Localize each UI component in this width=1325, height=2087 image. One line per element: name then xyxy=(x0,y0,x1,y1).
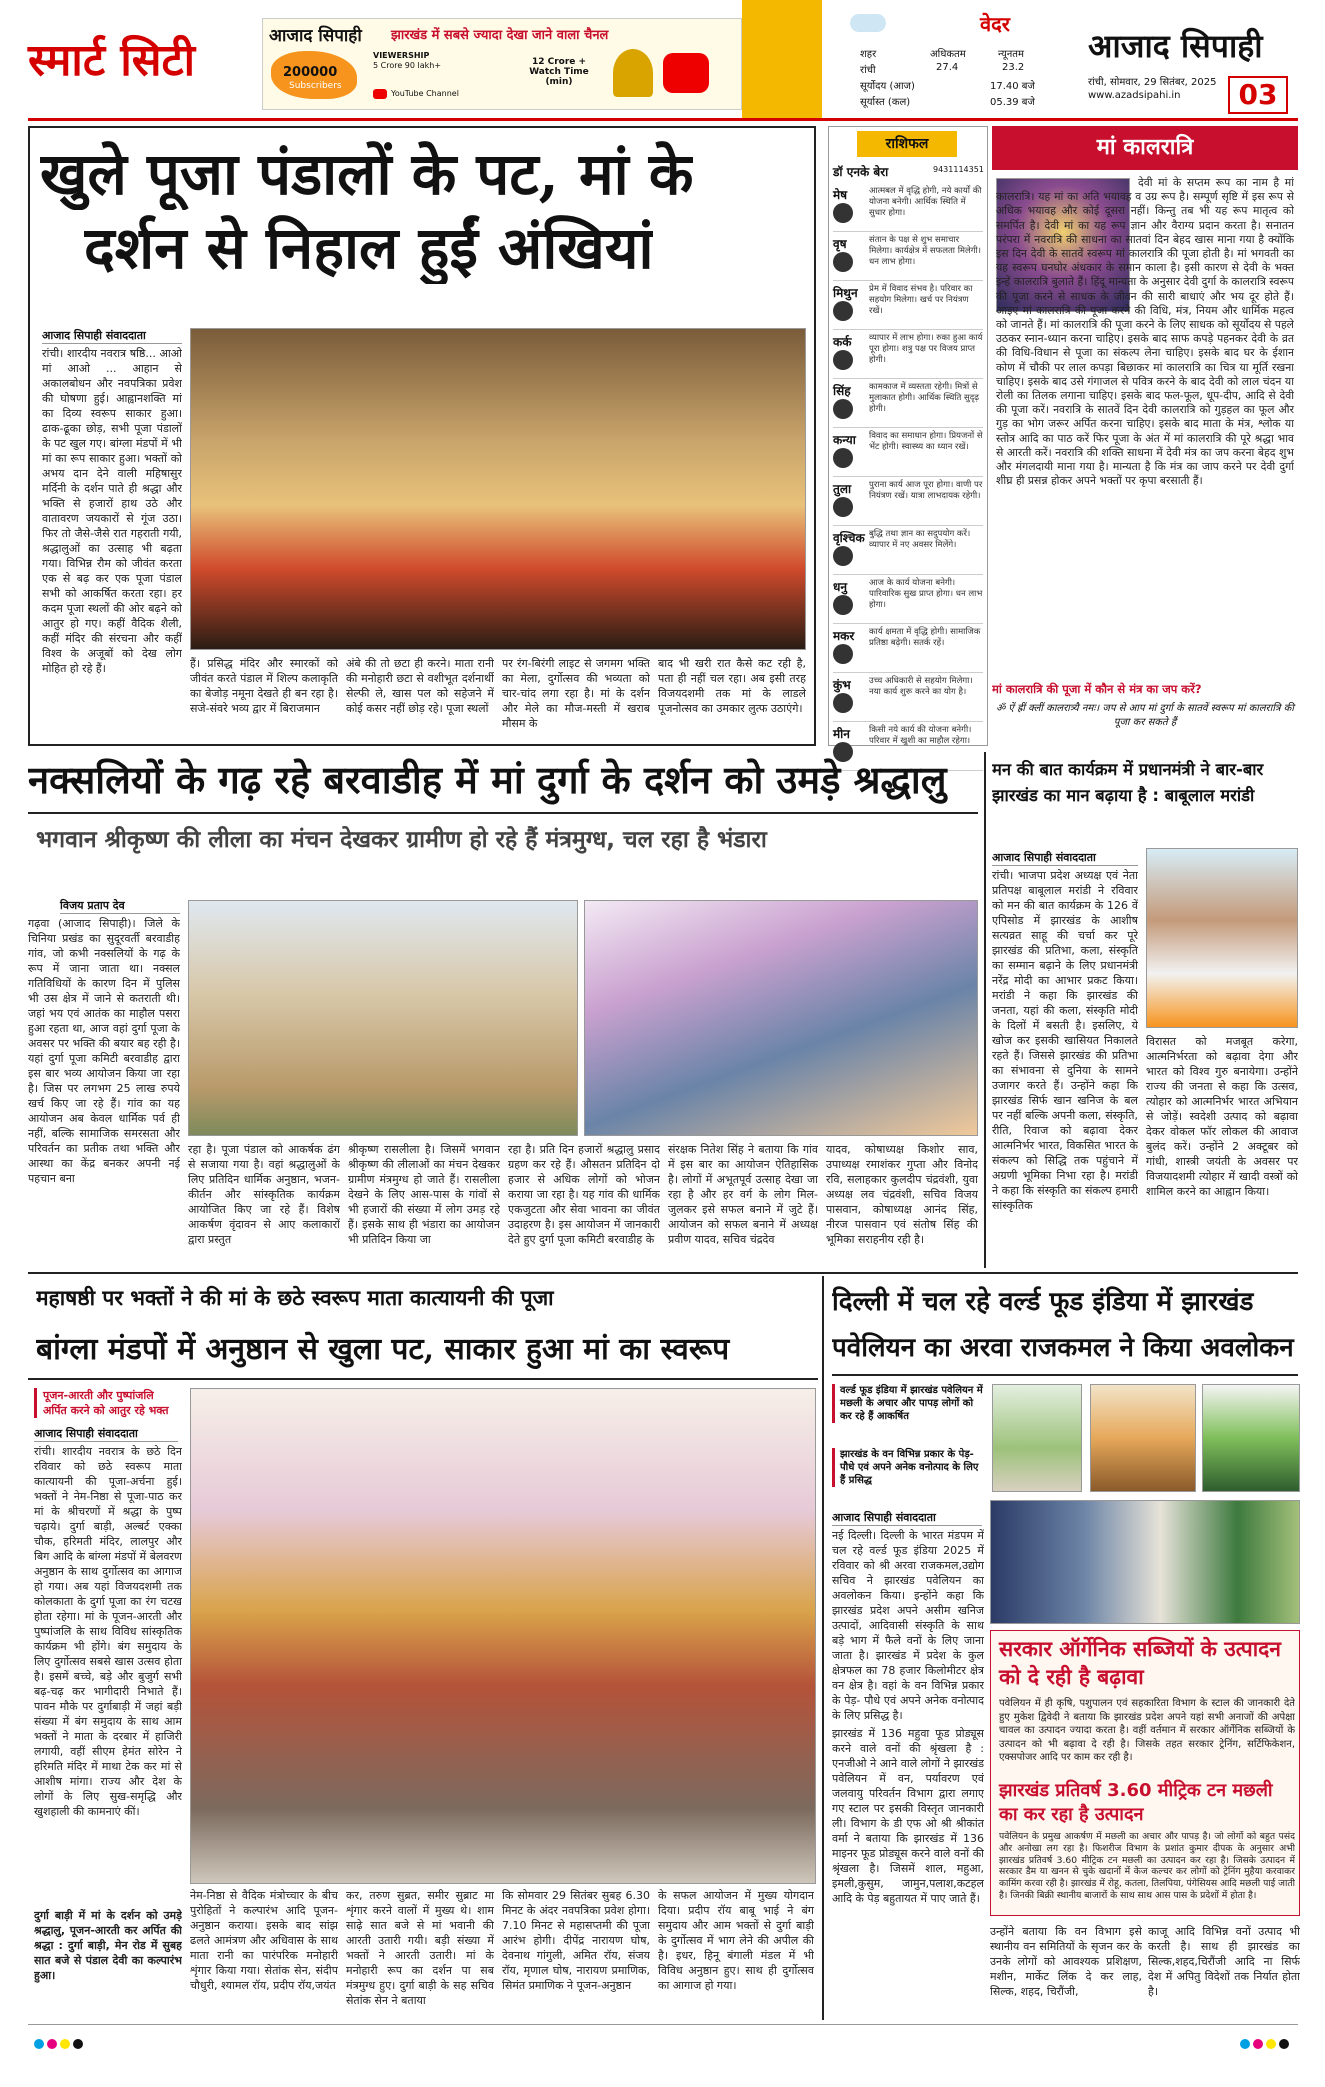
food-byline: आजाद सिपाही संवाददाता xyxy=(832,1510,982,1526)
katyayani-body-1b: दुर्गा बाड़ी में मां के दर्शन को उमड़े श्रद्धालु, पूजन-आरती कर अर्पित की श्रद्धा : दुर्गा बाड़ी, मेन रोड में सुबह सात बजे से पंडाल देवी का कल्पारंभ हुआ। xyxy=(34,1909,182,1982)
weather-city: रांची xyxy=(860,65,876,76)
rashi-name: कुंभ xyxy=(833,678,851,692)
rashi-name: मेष xyxy=(833,188,848,202)
marandi-body-2: विरासत को मजबूत करेगा, आत्मनिर्भरता को बढ़ावा देगा और भारत को विश्व गुरु बनायेगा। उन्होंने राज्य की जनता से कहा कि उत्सव, त्योहार को आत्मनिर्भर भारत अभियान से जोड़ें। स्वदेशी उत्पाद को बढ़ावा देकर वोकल फॉर लोकल की आवाज बुलंद करें। उन्होंने 2 अक्टूबर को गांधी, शास्त्री जयंती के अवसर पर विजयादशमी त्योहार में खादी वस्त्रों को शामिल करने का आह्वान किया। xyxy=(1146,1035,1298,1198)
food-headline-2: पवेलियन का अरवा राजकमल ने किया अवलोकन xyxy=(832,1333,1294,1363)
rashi-name: वृश्चिक xyxy=(833,531,865,545)
rashi-text: बुद्धि तथा ज्ञान का सदुपयोग करें। व्यापार में नए अवसर मिलेंगे। xyxy=(869,529,971,550)
rashi-item xyxy=(833,624,983,673)
pen-nib-icon xyxy=(742,0,822,118)
aquarius-icon xyxy=(833,693,853,713)
food-body-1: नई दिल्ली। दिल्ली के भारत मंडपम में चल रहे वर्ल्ड फूड इंडिया 2025 में रविवार को श्री अरवा राजकमल,उद्योग सचिव ने झारखंड पवेलियन का अवलोकन किया। इन्होंने कहा कि झारखंड प्रदेश अपने असीम खनिज उत्पादों, आदिवासी संस्कृति के साथ बड़े भाग में फैले वनों के लिए जाना जाता है। झारखंड में प्रदेश के कुल क्षेत्रफल का 78 हजार किलोमीटर क्षेत्र वन क्षेत्र है। वहां के वन विभिन्न प्रकार के पेड़- पौधे एवं अपने अनेक वनोत्पाद के लिए प्रसिद्ध है। xyxy=(832,1529,984,1722)
marandi-divider xyxy=(984,752,986,1268)
fish-body: पवेलियन के प्रमुख आकर्षण में मछली का अचार और पापड़ है। जो लोगों को बहुत पसंद और अनोखा लग रहा है। फिशरीज विभाग के प्रशांत कुमार दीपक के अनुसार अभी झारखंड प्रतिवर्ष 3.60 मीट्रिक टन मछली का उत्पादन कर रहा है। जिसके उत्पादन में सरकार डैम या खनन से चुके खदानों में केज कल्चर कर लोगों को ट्रेनिंग मुहैया करवाकर कामिंग करवा रही है। झारखंड में रोहू, कतला, तिलपिया, पंगेसियस आदि मछली पाई जाती है। जिनकी बिक्री स्थानीय बाजारों के साथ साथ आस पास के प्रदेशों में होता है। xyxy=(999,1831,1295,1901)
rashi-item xyxy=(833,330,983,379)
kalratri-mantra: ॐ ऐं ह्रीं क्लीं कालरात्र्यै नमः। जप से आप मां दुर्गा के सातवें स्वरूप मां कालरात्रि की पूजा कर सकते हैं xyxy=(996,703,1294,728)
barwadih-subhead: भगवान श्रीकृष्ण की लीला का मंचन देखकर ग्रामीण हो रहे हैं मंत्रमुग्ध, चल रहा है भंडारा xyxy=(36,827,767,853)
black-dot xyxy=(73,2039,83,2049)
subscriber-label: Subscribers xyxy=(289,81,342,91)
rashi-name: मकर xyxy=(833,629,855,643)
food-body-3: काजू आदि विभिन्न वनों उत्पाद भी करती है। साथ ही झारखंड का सिल्क,शहद,चिरौंजी आदि ना सिर्फ देश में अपितु विदेशों तक निर्यात होता है। xyxy=(1148,1925,1300,1998)
masthead xyxy=(0,0,1325,118)
rashi-name: मिथुन xyxy=(833,286,858,300)
aries-icon xyxy=(833,203,853,223)
weather-max: 27.4 xyxy=(936,62,959,73)
rashi-name: कन्या xyxy=(833,433,856,447)
weather-col-min: न्यूनतम xyxy=(998,49,1024,60)
rashi-item xyxy=(833,232,983,281)
channel-tagline: झारखंड में सबसे ज्यादा देखा जाने वाला चैनल xyxy=(391,28,609,43)
lead-body-1: रांची। शारदीय नवरात्र षष्ठि... आओ मां आओ ... आहान से अकालबोधन और नवपत्रिका प्रवेश की घोषणा हुई। आह्वानशक्ति मां का दिव्य स्वरूप साकार हुआ। ढाक-ढूका छोड़, सभी पूजा पंडालों के पट खुल गए। बांग्ला मंडपों में भी मां का रूप साकार हुआ। भक्तों को अभय दान देने वाली महिषासुर मर्दिनी के दर्शन पाते ही श्रद्धा और भक्ति से हजारों हाथ उठे और वातावरण जयकारों से गूंज उठा। फिर तो जैसे-जैसे रात गहराती गयी, श्रद्धालुओं का उत्साह भी बढ़ता गया। विभिन्न रौम को जीवंत करता एक से बढ़ कर एक पूजा पंडाल सभी को आकर्षित करता रहा। हर कदम पूजा स्थलों की ओर बढ़ने को आतुर हो गए। कहीं वैदिक शैली, कहीं मंदिर की संरचना और कहीं विश्व के अजूबों को देख लोग मोहित हो रहे हैं। xyxy=(42,347,182,675)
barwadih-photo-pandal xyxy=(188,900,578,1136)
sunset-time: 05.39 बजे xyxy=(990,97,1035,108)
leo-icon xyxy=(833,399,853,419)
katyayani-kicker: पूजन-आरती और पुष्पांजलि अर्पित करने को आतुर रहे भक्त xyxy=(34,1388,178,1418)
rashifal-title: राशिफल xyxy=(857,131,957,157)
lead-body-2: हैं। प्रसिद्ध मंदिर और स्मारकों को जीवंत करते पंडाल में शिल्प कलाकृति का बेजोड़ नमूना देखते ही बन रहा है। सजे-संवरे भव्य द्वार में बिराजमान xyxy=(190,657,338,715)
lead-body-4: पर रंग-बिरंगी लाइट से जगमग भक्ति का मेला, दुर्गोत्सव की भव्यता को चार-चांद लगा रहा है। मां के दर्शन और मेले का मौज-मस्ती में खराब मौसम के xyxy=(502,657,650,730)
rashi-name: कर्क xyxy=(833,335,852,349)
masthead-rule xyxy=(28,118,1298,121)
page-number: 03 xyxy=(1228,76,1288,114)
food-rule xyxy=(832,1374,1298,1376)
organic-headline: सरकार ऑर्गेनिक सब्जियों के उत्पादन को दे रही है बढ़ावा xyxy=(999,1637,1281,1689)
barwadih-body-5: संरक्षक नितेश सिंह ने बताया कि गांव में इस बार का आयोजन ऐतिहासिक है। लोगों में अभूतपूर्व उत्साह देखा जा रहा है और हर वर्ग के लोग मिल-जुलकर इसे सफल बनाने में जुटे हैं। आयोजन को सफल बनाने में अध्यक्ष प्रवीण यादव, सचिव चंद्रदेव xyxy=(668,1143,818,1246)
weather-col-city: शहर xyxy=(860,49,877,60)
katyayani-headline-2: बांग्ला मंडपों में अनुष्ठान से खुला पट, साकार हुआ मां का स्वरूप xyxy=(36,1332,730,1367)
rashi-text: व्यापार में लाभ होगा। रुका हुआ कार्य पूरा होगा। शत्रु पक्ष पर विजय प्राप्त होगी। xyxy=(869,333,983,365)
subscriber-count: 200000 xyxy=(283,65,338,80)
katyayani-byline: आजाद सिपाही संवाददाता xyxy=(34,1426,178,1442)
award-badge-icon xyxy=(613,49,653,97)
rashifal-column xyxy=(828,126,988,746)
viewership-label: VIEWERSHIP xyxy=(373,51,430,60)
marandi-headline-2: झारखंड का मान बढ़ाया है : बाबूलाल मरांडी xyxy=(992,786,1255,805)
footer-rule xyxy=(28,2024,1298,2025)
rashi-text: कार्य क्षमता में वृद्धि होगी। सामाजिक प्रतिष्ठा बढ़ेगी। सतर्क रहें। xyxy=(869,627,981,648)
katyayani-body-3: कर, तरुण सुब्रत, समीर सुब्राट मा शृंगार करने वालों में मुख्य थे। शाम साढ़े सात बजे से मां भवानी की आरती उतारी गयी। बड़ी संख्या में भक्तों ने आरती उतारी। मां के मनोहारी रूप का दर्शन पा सब मंत्रमुग्ध हुए। दुर्गा बाड़ी के सह सचिव सेतांक सेन ने बताया xyxy=(346,1889,494,2007)
organic-box xyxy=(990,1630,1300,1916)
kalratri-body: देवी मां के सप्तम रूप का नाम है मां कालरात्रि। यह मां का अति भयावह व उग्र रूप है। सम्पूर्ण सृष्टि में इस रूप से अधिक भयावह और कोई दूसरा नहीं। किन्तु तब भी यह रूप मातृत्व को समर्पित है। देवी मां का यह रूप ज्ञान और वैराग्य प्रदान करता है। सनातन परंपरा में नवरात्रि की साधना का सातवां दिन बेहद खास माना गया है क्योंकि इस दिन देवी के सातवें स्वरूप मां कालरात्रि की पूजा होती है। मां भगवती का यह स्वरूप घनघोर अंधकार के समान काला है। इसी कारण से देवी के भक्त इन्हें कालरात्रि बुलाते हैं। हिंदू मान्यता के अनुसार देवी दुर्गा के कालरात्रि स्वरूप की पूजा करने से साधक के जीवन की सारी बाधाएं और भय दूर होते हैं। आइए मां कालरात्रि की पूजा करने की विधि, मंत्र, नियम और धार्मिक महत्व को जानते हैं। मां कालरात्रि की पूजा करने के लिए साधक को सूर्योदय से पहले उठकर स्नान-ध्यान करना चाहिए। इसके बाद साफ कपड़े पहनकर देवी के व्रत की विधि-विधान से पूजा का संकल्प लेना चाहिए। इसके बाद घर के ईशान कोण में चौकी पर लाल कपड़ा बिछाकर मां कालरात्रि का चित्र या मूर्ति रखना चाहिए। इसके बाद उसे गंगाजल से पवित्र करने के बाद देवी को लाल चंदन या रोली का तिलक लगाना चाहिए। इसके बाद फल-फूल, धूप-दीप, आदि से देवी की पूजा करें। नवरात्रि के सातवें दिन देवी कालरात्रि को गुड़हल का फूल और गुड़ का भोग जरूर अर्पित करना चाहिए। इसके बाद माता के मंत्र, श्लोक या स्तोत्र आदि का पाठ करें फिर पूजा के अंत में मां कालरात्रि की पूरे श्रद्धा भाव से आरती करें। नवरात्रि की शक्ति साधना में देवी मंत्र का जप करना बेहद शुभ और मंगलदायी माना गया है। मान्यता है कि मंत्र का जाप करने पर देवी दुर्गा शीघ्र ही प्रसन्न होकर अपने भक्तों पर कृपा बरसाती हैं। xyxy=(996,176,1294,488)
barwadih-body-1: गढ़वा (आजाद सिपाही)। जिले के चिनिया प्रखंड का सुदूरवर्ती बरवाडीह गांव, जो कभी नक्सलियों के गढ़ के रूप में जाना जाता था। नक्सल गतिविधियों के कारण दिन में पुलिस भी उस क्षेत्र में जाने से कतराती थी। जहां भय एवं आतंक का माहौल पसरा हुआ रहता था, आज वहां दुर्गा पूजा के अवसर पर भक्ति की बयार बह रही है। यहां दुर्गा पूजा कमिटी बरवाडीह द्वारा इस बार भव्य आयोजन किया जा रहा है। जिस पर लगभग 25 लाख रुपये खर्च किए जा रहे हैं। गांव का यह आयोजन अब केवल धार्मिक पर्व ही नहीं, बल्कि सामाजिक समरसता और परिवर्तन का प्रतीक तथा भक्ति और आस्था का केंद्र बनकर अपनी नई पहचान बना xyxy=(28,917,180,1185)
channel-banner xyxy=(262,18,742,110)
food-photo-visit xyxy=(990,1500,1300,1624)
viewership-value: 5 Crore 90 lakh+ xyxy=(373,61,442,70)
black-dot xyxy=(1279,2039,1289,2049)
rashi-text: आज के कार्य योजना बनेगी। पारिवारिक सुख प्राप्त होगा। धन लाभ होगा। xyxy=(869,578,983,610)
section-title: स्मार्ट सिटी xyxy=(28,35,196,86)
katyayani-body-1: रांची। शारदीय नवरात्र के छठे दिन रविवार को छठे स्वरूप माता कात्यायनी की पूजा-अर्चना हुई। भक्तों ने नेम-निष्ठा से पूजा-पाठ कर मां के श्रीचरणों में श्रद्धा के पुष्प चढ़ाये। दुर्गा बाड़ी, अल्बर्ट एक्का चौक, हरिमती मंदिर, लालपुर और बिग आदि के बांग्ला मंडपों में बेलवरण अनुष्ठान के साथ दुर्गोत्सव का आगाज हो गया। अब यहां विजयदशमी तक कोलकाता के दुर्गा पूजा का रंग चटख होता रहेगा। मां के पूजन-आरती और पुष्पांजलि के साथ विविध सांस्कृतिक कार्यक्रम भी होंगे। बंग समुदाय के लिए दुर्गोत्सव सबसे खास उत्सव होता है। इसमें बच्चे, बड़े और बुजुर्ग सभी बढ़-चढ़ कर भागीदारी निभाते हैं। पावन मौके पर दुर्गाबाड़ी में जहां बड़ी संख्या में बंग समुदाय के साथ आम भक्तों ने माता के दरबार में हाजिरी लगायी, वहीं सीएम हेमंत सोरेन ने हरिमति मंदिर में माथा टेक कर मां से आशीष मांगा। राज्य और देश के लोगों के लिए सुख-समृद्धि और खुशहाली की कामनाएं कीं। xyxy=(34,1445,182,1818)
rashi-item xyxy=(833,526,983,575)
lead-headline-2: दर्शन से निहाल हुईं अंखियां xyxy=(84,214,654,282)
rashi-text: संतान के पक्ष से शुभ समाचार मिलेगा। कार्यक्षेत्र में सफलता मिलेगी। धन लाभ होगा। xyxy=(869,235,981,267)
rashi-item xyxy=(833,575,983,624)
sunrise-time: 17.40 बजे xyxy=(990,81,1035,92)
barwadih-photo-bhandara xyxy=(584,900,978,1136)
cyan-dot xyxy=(1240,2039,1250,2049)
marandi-body-1: रांची। भाजपा प्रदेश अध्यक्ष एवं नेता प्रतिपक्ष बाबूलाल मरांडी ने रविवार को मन की बात कार्यक्रम के 126 वें एपिसोड में झारखंड के आशीष सत्यव्रत साहू की चर्चा कर पूरे झारखंड की प्रतिभा, कला, संस्कृति का सम्मान बढ़ाने के लिए प्रधानमंत्री नरेंद्र मोदी का आभार प्रकट किया। मरांडी ने कहा कि झारखंड की जनता, यहां की कला, संस्कृति मोदी के दिलों में बसती है। इसलिए, ये खोज कर इसकी खासियत निकालते रहते हैं। जिससे झारखंड की प्रतिभा का संभावना से दुनिया के सामने उजागर करते हैं। उन्होंने कहा कि झारखंड सिर्फ खान खनिज के बल पर नहीं बल्कि अपनी कला, संस्कृति, रीति, रिवाज को बढ़ावा देकर आत्मनिर्भर भारत, विकसित भारत के संकल्प को सिद्धि तक पहुंचाने में अग्रणी भूमिका निभा रहा है। मरांडी ने कहा कि संस्कृति का संकल्प हमारी सांस्कृतिक xyxy=(992,869,1138,1212)
rashi-text: उच्च अधिकारी से सहयोग मिलेगा। नया कार्य शुरू करने का योग है। xyxy=(869,676,973,697)
katyayani-body-2: नेम-निष्ठा से वैदिक मंत्रोच्चार के बीच पुरोहितों ने कल्पारंभ आदि पूजन-अनुष्ठान कराया। इसके बाद सांझ ढलते आमंत्रण और अधिवास के साथ माता रानी का पारंपरिक मनोहारी शृंगार किया गया। सेतांक सेन, संदीप चौधुरी, श्यामल रॉय, प्रदीप रॉय,जयंत xyxy=(190,1889,338,1992)
barwadih-body-3: श्रीकृष्ण रासलीला है। जिसमें भगवान श्रीकृष्ण की लीलाओं का मंचन देखकर ग्रामीण मंत्रमुग्ध हो जाते हैं। रासलीला देखने के लिए आस-पास के गांवों से भी हजारों की संख्या में लोग उमड़ रहे हैं। इसके साथ ही भंडारा का आयोजन भी प्रतिदिन किया जा xyxy=(348,1143,500,1246)
gemini-icon xyxy=(833,301,853,321)
rashi-name: मीन xyxy=(833,727,850,741)
weather-icon xyxy=(850,14,886,32)
barwadih-headline: नक्सलियों के गढ़ रहे बरवाडीह में मां दुर्गा के दर्शन को उमड़े श्रद्धालु xyxy=(28,757,947,802)
magenta-dot xyxy=(47,2039,57,2049)
food-note-2: झारखंड के वन विभिन्न प्रकार के पेड़- पौधे एवं अपने अनेक वनोत्पाद के लिए हैं प्रसिद्ध xyxy=(832,1448,984,1487)
section-rule xyxy=(28,1272,1298,1274)
youtube-icon xyxy=(373,89,387,99)
rashi-item xyxy=(833,281,983,330)
sunset-label: सूर्यास्त (कल) xyxy=(860,97,911,108)
barwadih-rule xyxy=(28,812,978,814)
taurus-icon xyxy=(833,252,853,272)
marandi-photo xyxy=(1146,848,1298,1028)
sunrise-label: सूर्योदय (आज) xyxy=(860,81,915,92)
food-photo-products xyxy=(1090,1384,1196,1492)
lead-byline: आजाद सिपाही संवाददाता xyxy=(42,328,182,344)
yellow-dot xyxy=(1266,2039,1276,2049)
cyan-dot xyxy=(34,2039,44,2049)
rashi-item xyxy=(833,428,983,477)
food-headline-1: दिल्ली में चल रहे वर्ल्ड फूड इंडिया में झारखंड xyxy=(832,1287,1254,1317)
lead-body-3: अंबे की तो छटा ही करने। माता रानी की मनोहारी छटा से वशीभूत दर्शनार्थी सेल्फी ले, खास पल को सहेजने में कोई कसर नहीं छोड़ रहे। पूजा स्थलों xyxy=(346,657,494,715)
kalratri-box xyxy=(992,126,1298,746)
rashi-name: धनु xyxy=(833,580,848,594)
registration-dots-left xyxy=(34,2034,86,2053)
rashi-name: सिंह xyxy=(833,384,851,398)
channel-name: आजाद सिपाही xyxy=(269,26,362,46)
barwadih-byline: विजय प्रताप देव xyxy=(60,898,180,914)
rashi-text: प्रेम में विवाद संभव है। परिवार का सहयोग मिलेगा। खर्च पर नियंत्रण रखें। xyxy=(869,284,973,316)
website: www.azadsipahi.in xyxy=(1088,90,1181,101)
barwadih-body-2: रहा है। पूजा पंडाल को आकर्षक ढंग से सजाया गया है। वहां श्रद्धालुओं के लिए प्रतिदिन धार्मिक अनुष्ठान, भजन-कीर्तन और सांस्कृतिक कार्यक्रम आयोजित किए जा रहे हैं। विशेष आकर्षण वृंदावन से आए कलाकारों द्वारा प्रस्तुत xyxy=(188,1143,340,1246)
katyayani-rule xyxy=(28,1378,818,1380)
katyayani-headline-1: महाषष्ठी पर भक्तों ने की मां के छठे स्वरूप माता कात्यायनी की पूजा xyxy=(36,1286,554,1310)
rashi-item xyxy=(833,477,983,526)
kalratri-mantra-question: मां कालरात्रि की पूजा में कौन से मंत्र का जप करें? xyxy=(992,682,1202,696)
youtube-label: YouTube Channel xyxy=(391,89,459,98)
food-photo-pavilion xyxy=(1202,1384,1300,1492)
rashi-text: विवाद का समाधान होगा। प्रियजनों से भेंट होगी। स्वास्थ्य का ध्यान रखें। xyxy=(869,431,983,452)
katyayani-body-5: के सफल आयोजन में मुख्य योगदान दिया। प्रदीप रॉय बाबू भाई ने बंग समुदाय और आम भक्तों से दुर्गा बाड़ी के दुर्गोत्सव में भाग लेने की अपील की है। इधर, हिनू बंगाली मंडल में भी विविध अनुष्ठान हुए। साथ ही दुर्गोत्सव का आगाज हो गया। xyxy=(658,1889,814,1992)
rashifal-phone: 9431114351 xyxy=(933,165,984,174)
registration-dots-right xyxy=(1240,2034,1292,2053)
yellow-dot xyxy=(60,2039,70,2049)
weather-min: 23.2 xyxy=(1002,62,1025,73)
youtube-play-icon xyxy=(663,53,709,93)
magenta-dot xyxy=(1253,2039,1263,2049)
rashi-item xyxy=(833,379,983,428)
capricorn-icon xyxy=(833,644,853,664)
organic-body: पवेलियन में ही कृषि, पशुपालन एवं सहकारिता विभाग के स्टाल की जानकारी देते हुए मुकेश द्विवेदी ने बताया कि झारखंड प्रदेश अपने यहां सभी अनाजों की अपेक्षा चावल का उत्पादन ज्यादा करता है। वहीं वर्तमान में सरकार ऑर्गेनिक सब्जियों के उत्पादन को भी बढ़ावा दे रही है। जिसके तहत सरकार ट्रेनिंग, सर्टिफिकेशन, एक्सपोजर आदि पर काम कर रही है। xyxy=(999,1698,1295,1763)
paper-name: आजाद सिपाही xyxy=(1088,27,1263,65)
lead-headline-1: खुले पूजा पंडालों के पट, मां के xyxy=(40,140,694,208)
food-note-1: वर्ल्ड फूड इंडिया में झारखंड पवेलियन में मछली के अचार और पापड़ लोगों को कर रहे हैं आकर्षित xyxy=(832,1384,984,1423)
weather-box xyxy=(830,10,1070,110)
rashifal-list xyxy=(833,183,983,771)
rashi-text: कामकाज में व्यस्तता रहेगी। मित्रों से मुलाकात होगी। आर्थिक स्थिति सुदृढ़ होगी। xyxy=(869,382,980,414)
food-divider xyxy=(822,1276,824,2020)
libra-icon xyxy=(833,497,853,517)
weather-col-max: अधिकतम xyxy=(930,49,966,60)
sagittarius-icon xyxy=(833,595,853,615)
rashi-name: वृष xyxy=(833,237,847,251)
food-photo-stall xyxy=(992,1384,1082,1492)
rashi-item xyxy=(833,673,983,722)
kalratri-title: मां कालरात्रि xyxy=(992,126,1298,170)
virgo-icon xyxy=(833,448,853,468)
food-body-2: उन्होंने बताया कि वन विभाग इसे स्थानीय वन समितियों के सृजन कर के उनके लोगों को आवश्यक प्रशिक्षण, मशीन, मार्केट लिंक दे कर लाह, सिल्क, शहद, चिरौंजी, xyxy=(990,1925,1142,1998)
rashi-item xyxy=(833,183,983,232)
rashi-text: किसी नये कार्य की योजना बनेगी। परिवार में खुशी का माहौल रहेगा। xyxy=(869,725,972,746)
katyayani-body-4: कि सोमवार 29 सितंबर सुबह 6.30 मिनट के अंदर नवपत्रिका प्रवेश होगा। 7.10 मिनट से महासप्तमी की पूजा आरंभ होगी। दीपेंद्र नारायण घोष, देवनाथ गांगुली, अमित रॉय, संजय रॉय, मृणाल घोष, नारायण प्रमाणिक, सिमंत प्रमाणिक ने पूजन-अनुष्ठान xyxy=(502,1889,650,1992)
rashifal-author: डॉ एनके बेरा xyxy=(833,165,889,179)
rashi-text: आत्मबल में वृद्धि होगी, नये कार्यों की योजना बनेगी। आर्थिक स्थिति में सुधार होगा। xyxy=(869,186,982,218)
date-line: रांची, सोमवार, 29 सितंबर, 2025 xyxy=(1088,77,1217,88)
marandi-headline-1: मन की बात कार्यक्रम में प्रधानमंत्री ने बार-बार xyxy=(992,760,1264,779)
barwadih-body-6: यादव, कोषाध्यक्ष किशोर साव, उपाध्यक्ष रमाशंकर गुप्ता और विनोद रवि, सलाहकार कुलदीप चंद्रवंशी, युवा अध्यक्ष लव चंद्रवंशी, सचिव विजय पासवान, कोषाध्यक्ष आनंद सिंह, नीरज पासवान एवं संतोष सिंह की भूमिका सराहनीय रही है। xyxy=(826,1143,978,1246)
rashi-text: पुराना कार्य आज पूरा होगा। वाणी पर नियंत्रण रखें। यात्रा लाभदायक रहेगी। xyxy=(869,480,983,501)
cancer-icon xyxy=(833,350,853,370)
food-body-1b: झारखंड में 136 महुवा फूड प्रोड्यूस करने वाले वनों की श्रृंखला है : एनजीओ ने आने वाले लोगों ने झारखंड पवेलियन में वन, पर्यावरण एवं जलवायु परिवर्तन विभाग द्वारा लगाए गए स्टाल पर इसकी विस्तृत जानकारी ली। विभाग के डी एफ ओ श्री श्रीकांत वर्मा ने बताया कि झारखंड में 136 माइनर फूड प्रोड्यूस करने वाले वनों की श्रृंखला है। जिसमें शाल, महुआ, इमली,कुसुम, जामुन,पलाश,कटहल आदि के पेड़ बहुतायत में पाए जाते हैं। xyxy=(832,1727,984,1905)
rashi-name: तुला xyxy=(833,482,852,496)
marandi-byline: आजाद सिपाही संवाददाता xyxy=(992,850,1138,866)
barwadih-body-4: रहा है। प्रति दिन हजारों श्रद्धालु प्रसाद ग्रहण कर रहे हैं। औसतन प्रतिदिन दो हजार से अधिक लोगों को भोजन कराया जा रहा है। यह गांव की धार्मिक एकजुटता और सेवा भावना का जीवंत उदाहरण है। इस आयोजन में जानकारी देते हुए दुर्गा पूजा कमिटी बरवाडीह के xyxy=(508,1143,660,1246)
lead-body-5: बाद भी खरी रात कैसे कट रही है, पता ही नहीं चल रहा। अब इसी तरह विजयदशमी तक मां के लाडले पूजनोत्सव का उमकार लुत्फ उठाएंगे। xyxy=(658,657,806,715)
katyayani-photo-puja xyxy=(190,1388,816,1884)
fish-headline: झारखंड प्रतिवर्ष 3.60 मीट्रिक टन मछली का कर रहा है उत्पादन xyxy=(999,1780,1273,1825)
watch-time: 12 Crore + Watch Time (min) xyxy=(529,57,589,87)
scorpio-icon xyxy=(833,546,853,566)
lead-photo-pandal xyxy=(190,328,806,650)
weather-title: वेदर xyxy=(980,12,1010,36)
